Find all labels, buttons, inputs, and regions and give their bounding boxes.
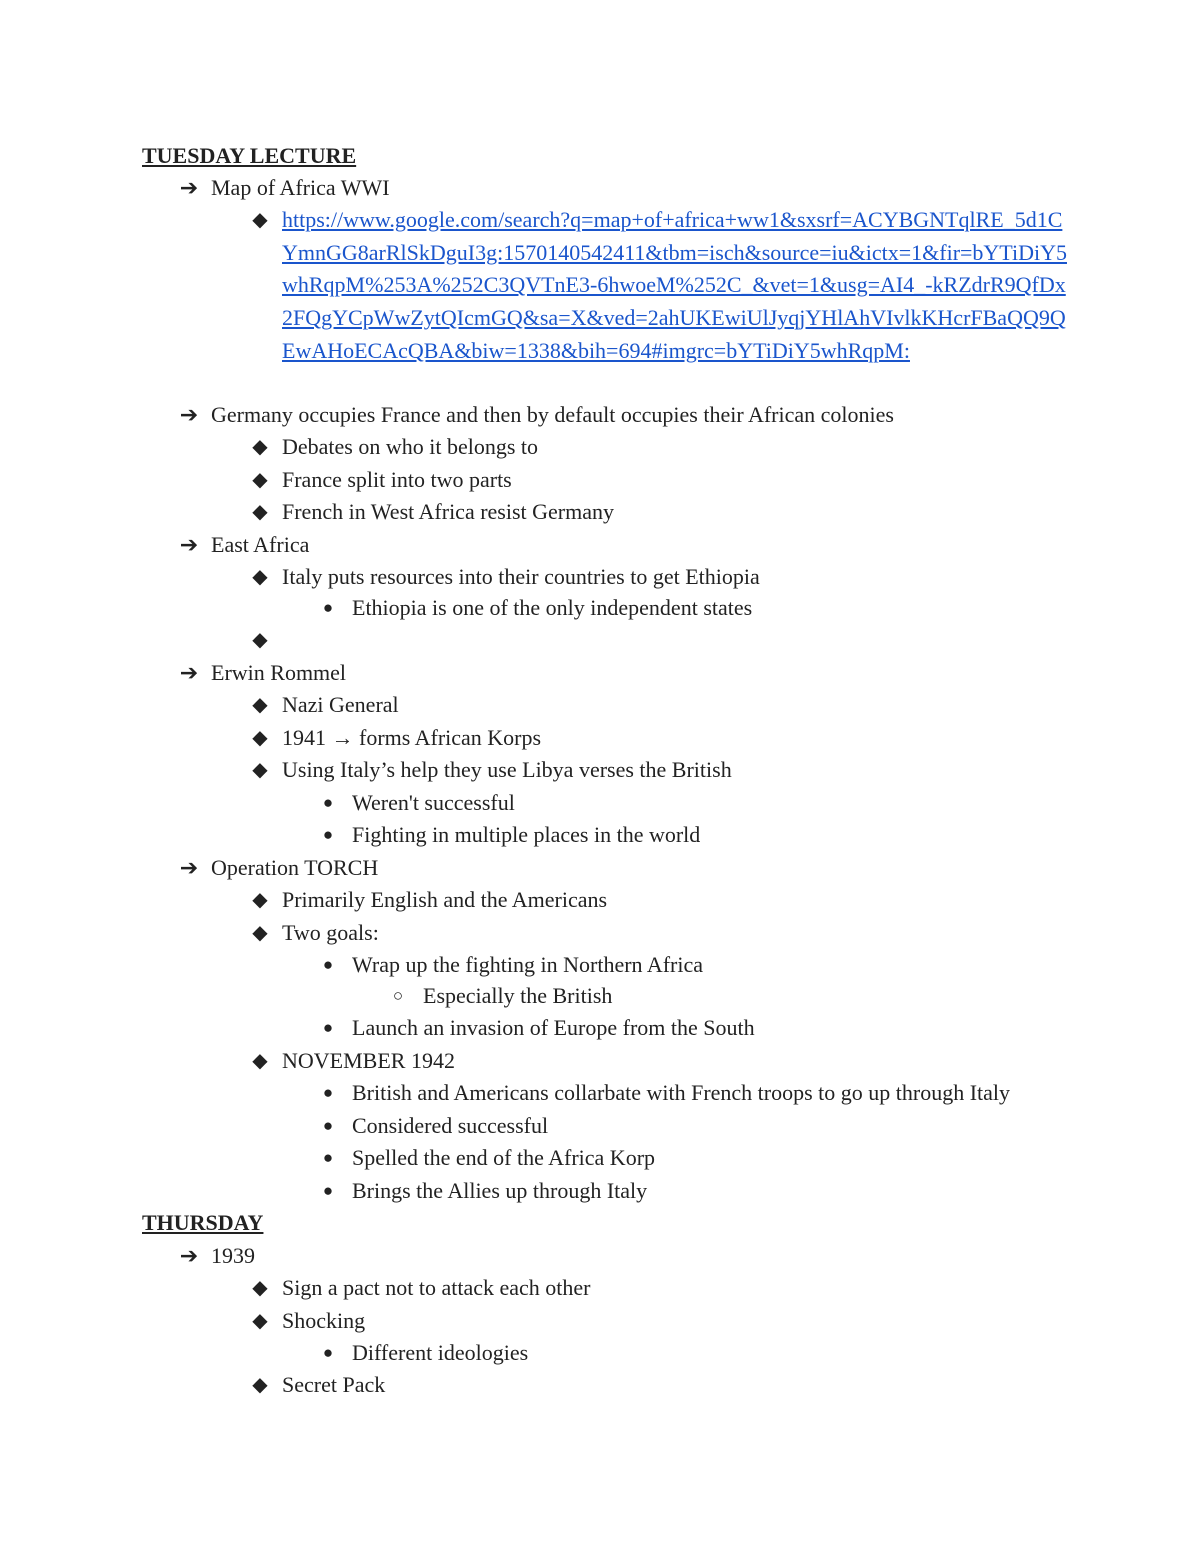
dot-bullet-icon: ● — [322, 1181, 334, 1200]
diamond-bullet-icon: ◆ — [252, 1310, 268, 1332]
diamond-bullet-icon: ◆ — [252, 759, 268, 781]
section-heading-tuesday: TUESDAY LECTURE — [142, 143, 357, 168]
dot-bullet-icon: ● — [322, 793, 334, 812]
diamond-bullet-icon: ◆ — [252, 1374, 268, 1396]
diamond-bullet-icon: ◆ — [252, 889, 268, 911]
dot-bullet-icon: ● — [322, 1116, 334, 1135]
document-page: TUESDAY LECTURE ➔ Map of Africa WWI ◆ https://www.google.com/search?q=map+of+africa+ww1&sxsrf=ACYBGNTqlRE_5d1CYmnGG8arRlSkDguI3g:1570140542411&tbm=isch&source=iu&ictx=1&fir=bYTiDiY5whRqpM%253A%252C3QVTnE3-6hwoeM%252C_&vet=1&usg=AI4_-kRZdrR9QfDx2FQgYCpWwZytQIcmGQ&sa=X&ved=2ahUKEwiUlJyqjYHlAhVIvlkKHcrFBaQQ9QEwAHoECAcQBA&biw=1338&bih=694#imgrc=bYTiDiY5whRqpM: ➔ Germany occupies France and then by default occupies their African colonies ◆ Debates on who it belongs to ◆ France split into two parts ◆ French in West Africa resist Germany ➔ East Africa ◆ Italy puts resources into their countries to get Ethiopia ● Ethiopia is one of the only independent states ◆ ➔ Erwin Rommel ◆ Nazi General ◆ 1941 → forms African Korps ◆ Using Italy’s help they use Libya verses the British ● Weren't successful ● Fighting in multiple places in the world ➔ Operation TORCH ◆ Primarily English and the Americans ◆ Two goals: ● Wrap up the fighting in Northern Africa ○ Especially the British ● Launch an invasion of Europe from the South ◆ NOVEMBER 1942 ● British and Americans collarbate with French troops to go up through Italy ● Considered successful ● Spelled the end of the Africa Korp ● Brings the Allies up through Italy THURSDAY ➔ 1939 ◆ Sign a pact not to attack each other ◆ Shocking ● Different ideologies ◆ Secret Pack — [0, 0, 1200, 1553]
dot-bullet-icon: ● — [322, 1018, 334, 1037]
google-search-link[interactable]: https://www.google.com/search?q=map+of+africa+ww1&sxsrf=ACYBGNTqlRE_5d1CYmnGG8arRlSkDguI3g:1570140542411&tbm=isch&source=iu&ictx=1&fir=bYTiDiY5whRqpM%253A%252C3QVTnE3-6hwoeM%252C_&vet=1&usg=AI4_-kRZdrR9QfDx2FQgYCpWwZytQIcmGQ&sa=X&ved=2ahUKEwiUlJyqjYHlAhVIvlkKHcrFBaQQ9QEwAHoECAcQBA&biw=1338&bih=694#imgrc=bYTiDiY5whRqpM: — [282, 207, 1067, 363]
diamond-bullet-icon: ◆ — [252, 209, 268, 231]
dot-bullet-icon: ● — [322, 1148, 334, 1167]
diamond-bullet-icon: ◆ — [252, 566, 268, 588]
diamond-bullet-icon: ◆ — [252, 727, 268, 749]
arrow-bullet-icon: ➔ — [179, 402, 199, 427]
dot-bullet-icon: ● — [322, 825, 334, 844]
dot-bullet-icon: ● — [322, 1083, 334, 1102]
diamond-bullet-icon: ◆ — [252, 436, 268, 458]
arrow-bullet-icon: ➔ — [179, 175, 199, 200]
dot-bullet-icon: ● — [322, 1343, 334, 1362]
diamond-bullet-icon: ◆ — [252, 1277, 268, 1299]
diamond-bullet-icon: ◆ — [252, 469, 268, 491]
arrow-bullet-icon: ➔ — [179, 660, 199, 685]
diamond-bullet-icon: ◆ — [252, 922, 268, 944]
diamond-bullet-icon: ◆ — [252, 501, 268, 523]
dot-bullet-icon: ● — [322, 598, 334, 617]
section-heading-thursday: THURSDAY — [142, 1210, 264, 1235]
dot-bullet-icon: ● — [322, 955, 334, 974]
arrow-bullet-icon: ➔ — [179, 1243, 199, 1268]
diamond-bullet-icon: ◆ — [252, 694, 268, 716]
diamond-bullet-icon: ◆ — [252, 629, 268, 651]
diamond-bullet-icon: ◆ — [252, 1050, 268, 1072]
arrow-bullet-icon: ➔ — [179, 855, 199, 880]
arrow-bullet-icon: ➔ — [179, 532, 199, 557]
circle-bullet-icon: ○ — [392, 986, 404, 1005]
